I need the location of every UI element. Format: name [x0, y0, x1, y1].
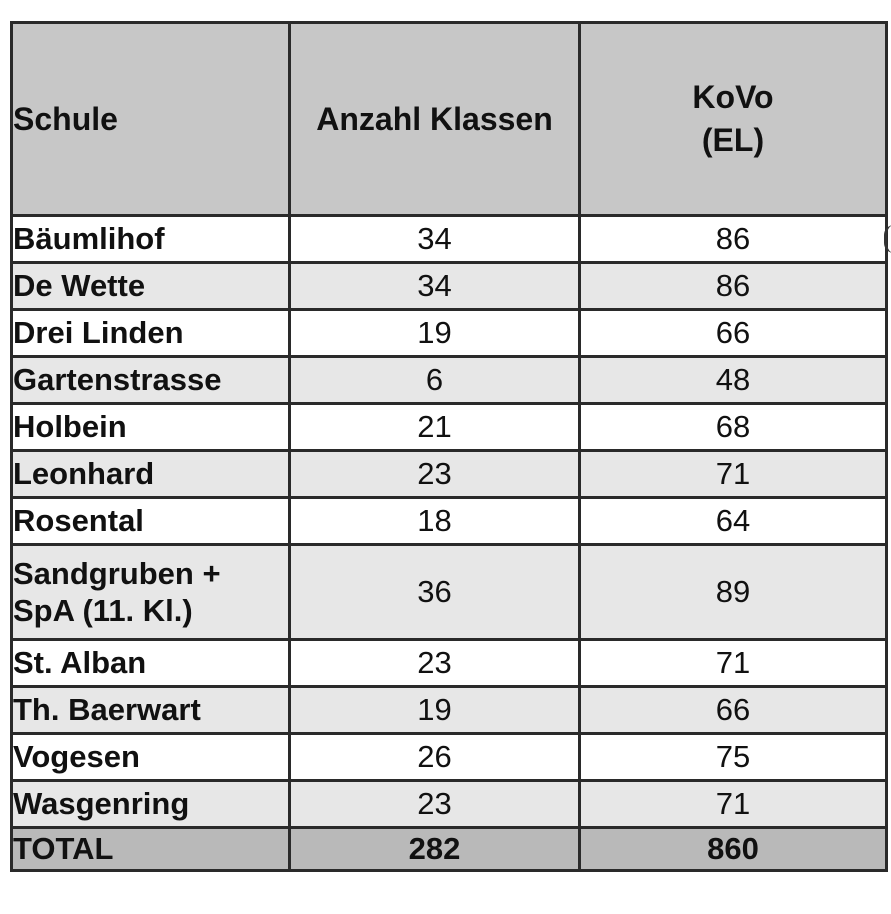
kovo-value: 68 [580, 404, 887, 451]
classes-count: 21 [290, 404, 580, 451]
header-kovo-line2: (EL) [701, 122, 765, 158]
classes-count: 36 [290, 545, 580, 640]
kovo-value: 64 [580, 498, 887, 545]
kovo-value: 86 [580, 263, 887, 310]
total-kovo: 860 [580, 828, 887, 871]
table-row [12, 404, 887, 451]
table-row [12, 310, 887, 357]
kovo-value: 66 [580, 687, 887, 734]
classes-count: 18 [290, 498, 580, 545]
classes-count: 23 [290, 781, 580, 828]
table-row [12, 640, 887, 687]
school-name-line2: SpA (11. Kl.) [13, 593, 193, 628]
header-row [12, 23, 887, 216]
schools-table [10, 21, 888, 872]
total-classes: 282 [290, 828, 580, 871]
classes-count: 19 [290, 687, 580, 734]
total-label: TOTAL [12, 828, 290, 871]
school-name-line1: Sandgruben + [13, 555, 221, 591]
header-kovo [580, 23, 887, 216]
school-name: Vogesen [12, 734, 290, 781]
classes-count: 19 [290, 310, 580, 357]
classes-count: 23 [290, 451, 580, 498]
school-name: Th. Baerwart [12, 687, 290, 734]
kovo-value: 71 [580, 640, 887, 687]
school-name: Rosental [12, 498, 290, 545]
header-kovo-line1: KoVo [692, 78, 774, 115]
kovo-value: 75 [580, 734, 887, 781]
kovo-value: 86 [580, 216, 887, 263]
classes-count: 26 [290, 734, 580, 781]
school-name: Holbein [12, 404, 290, 451]
school-name [12, 545, 290, 640]
table-row [12, 451, 887, 498]
cropped-edge-mark [884, 225, 891, 253]
table-row [12, 687, 887, 734]
kovo-value: 66 [580, 310, 887, 357]
header-school: Schule [12, 23, 290, 216]
classes-count: 23 [290, 640, 580, 687]
table-row [12, 734, 887, 781]
kovo-value: 71 [580, 451, 887, 498]
school-name: St. Alban [12, 640, 290, 687]
school-name: Bäumlihof [12, 216, 290, 263]
header-classes: Anzahl Klassen [290, 23, 580, 216]
classes-count: 34 [290, 216, 580, 263]
table-row [12, 781, 887, 828]
table-row [12, 216, 887, 263]
kovo-value: 89 [580, 545, 887, 640]
kovo-value: 48 [580, 357, 887, 404]
school-name: Leonhard [12, 451, 290, 498]
kovo-value: 71 [580, 781, 887, 828]
school-name: Wasgenring [12, 781, 290, 828]
school-name: De Wette [12, 263, 290, 310]
table-row [12, 545, 887, 640]
table-row [12, 263, 887, 310]
school-name: Drei Linden [12, 310, 290, 357]
school-name: Gartenstrasse [12, 357, 290, 404]
table-row [12, 498, 887, 545]
table-row [12, 357, 887, 404]
total-row [12, 828, 887, 871]
classes-count: 34 [290, 263, 580, 310]
classes-count: 6 [290, 357, 580, 404]
